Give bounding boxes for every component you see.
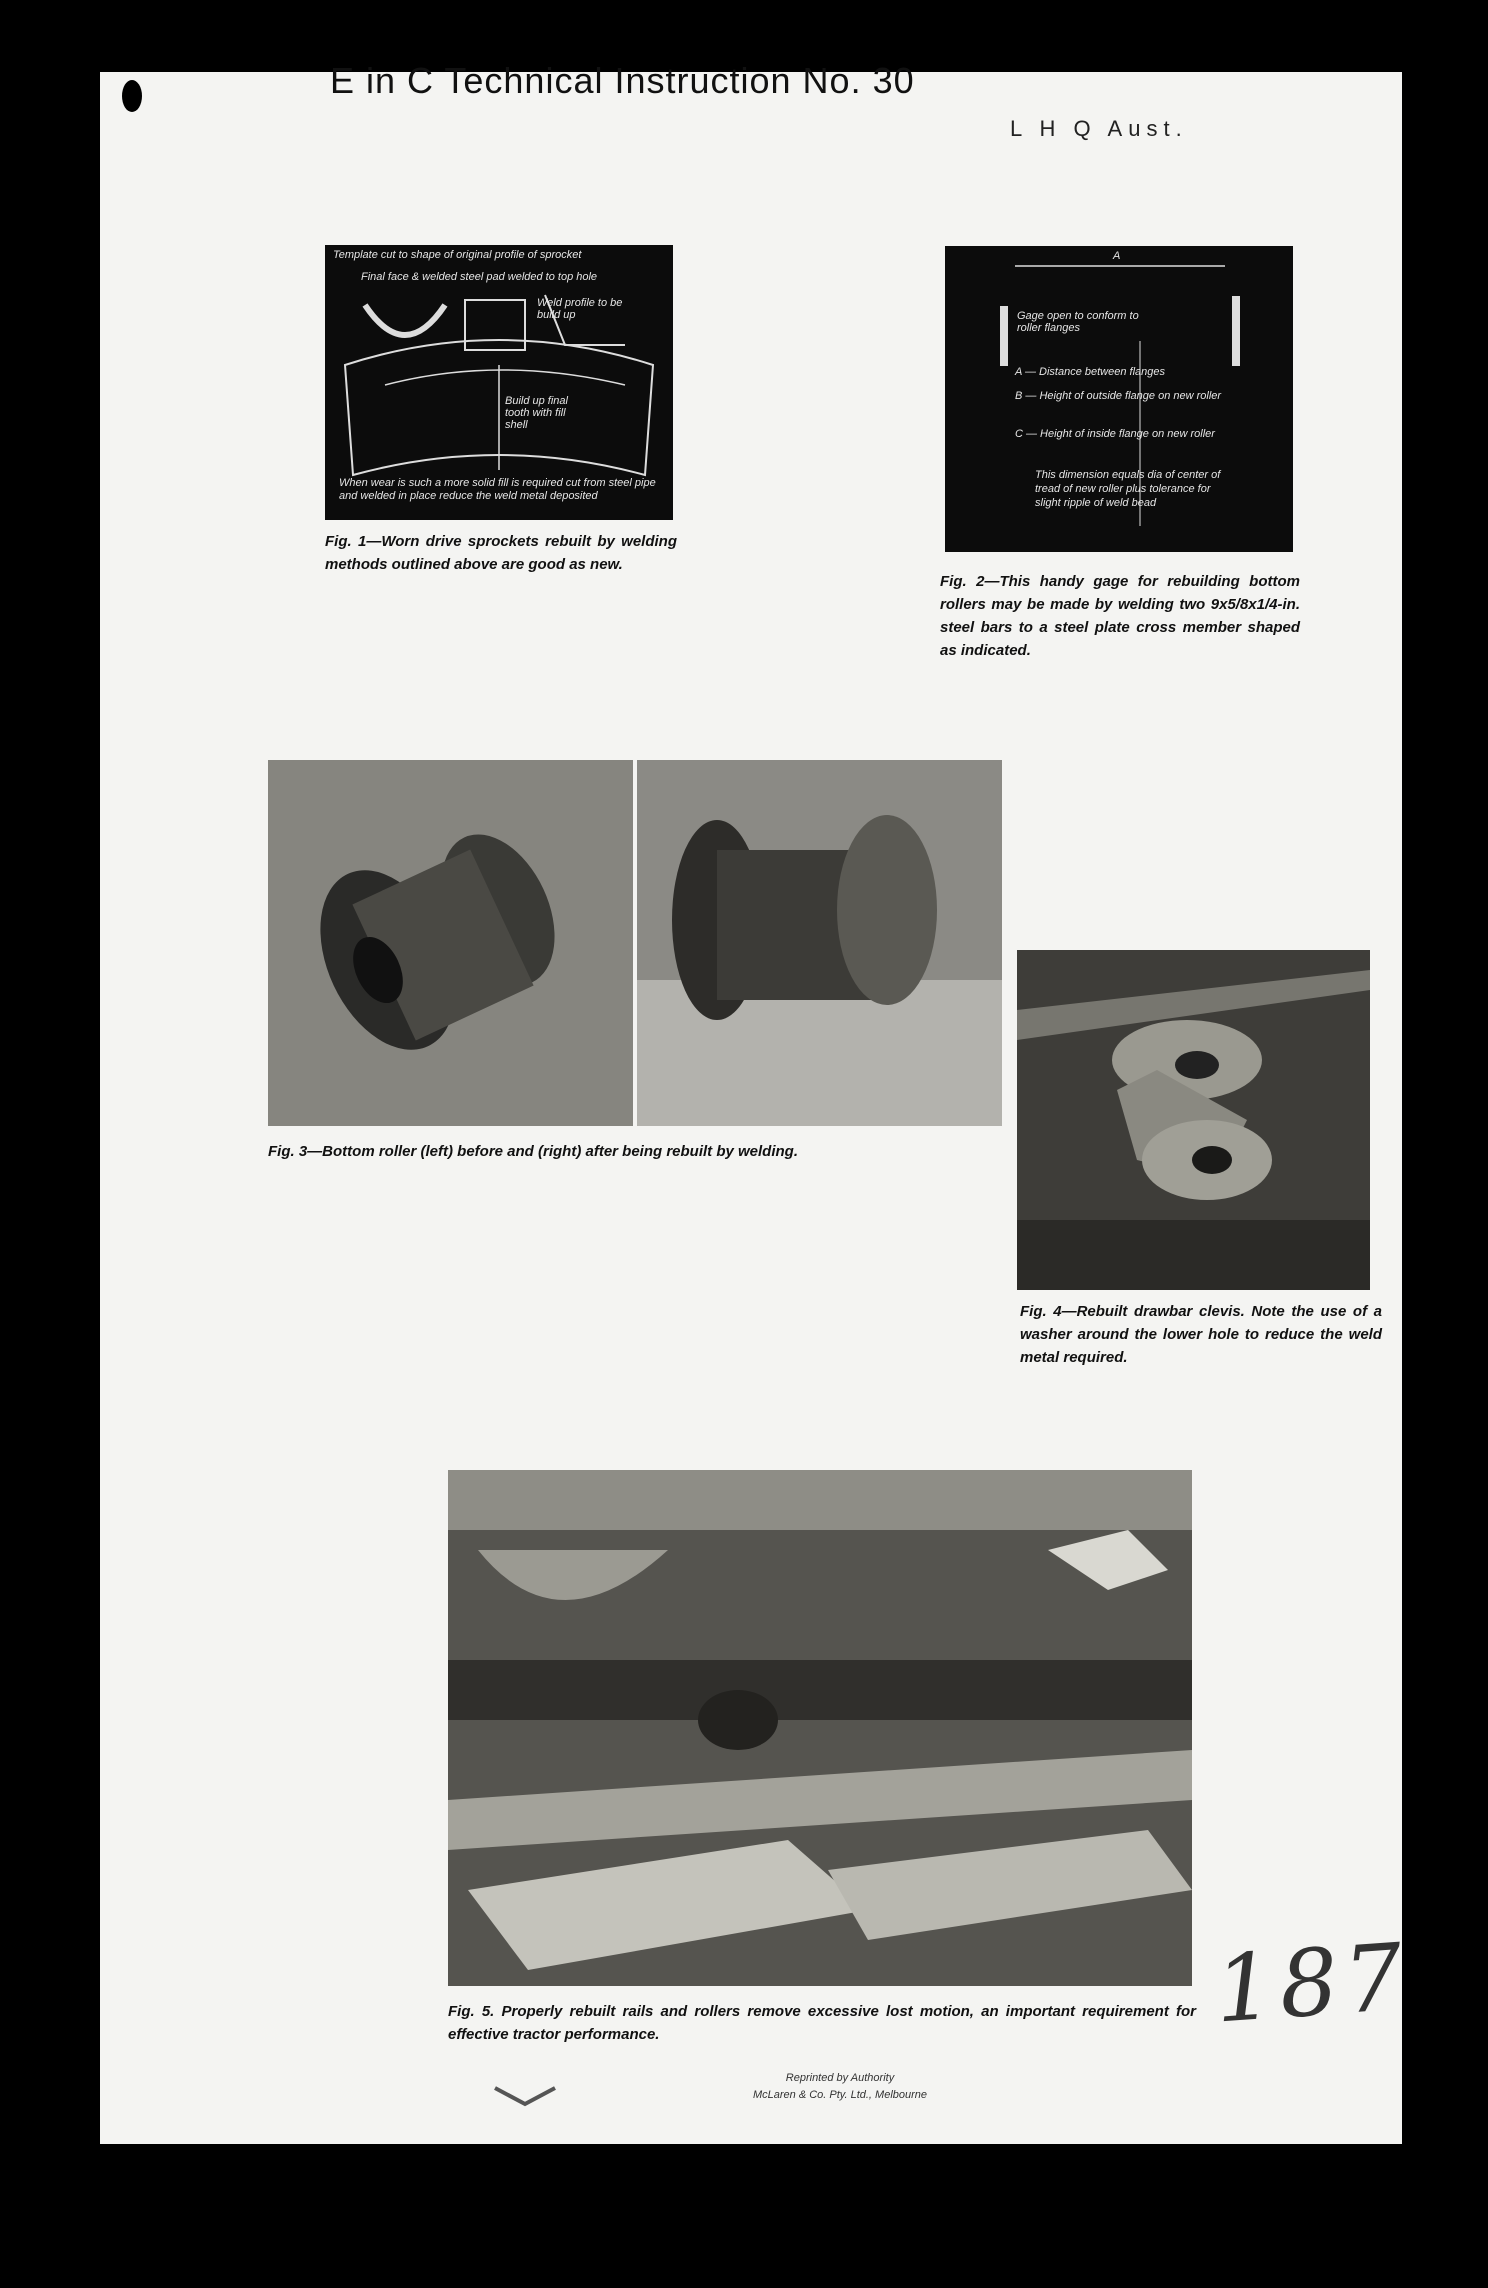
fig2-label-c-desc: C — Height of inside flange on new roller [1015,428,1215,440]
fig2-label-gage: Gage open to conform to roller flanges [1017,310,1139,334]
figure-4-clevis-photo [1017,950,1370,1290]
printer-line-1: Reprinted by Authority [785,2072,895,2084]
fig1-label-3: Weld profile to be build up [537,297,623,321]
figure-5-tractor-photo [448,1470,1192,1986]
figure-1-caption: Fig. 1—Worn drive sprockets rebuilt by welding methods outlined above are good as new. [325,533,677,573]
roller-after-image [637,760,1002,1126]
chevron-mark-icon [490,2080,560,2110]
punch-hole-mark [122,80,142,112]
handwritten-page-number: 187 [1211,1923,1413,2044]
fig1-label-4: Build up final tooth with fill shell [505,395,568,431]
figure-5-caption: Fig. 5. Properly rebuilt rails and rollers remove excessive lost motion, an important requirement for effective tractor performance. [448,2003,1196,2043]
fig2-label-dimension: This dimension equals dia of center of tread of new roller plus tolerance for slight ripple of weld bead [1035,469,1221,509]
roller-before-image [268,760,633,1126]
fig1-label-5: When wear is such a more solid fill is required cut from steel pipe and welded in place reduce the weld metal deposited [339,477,656,502]
printer-line-2: McLaren & Co. Pty. Ltd., Melbourne [752,2089,928,2101]
figure-2-gage-diagram [945,246,1293,552]
fig1-label-2: Final face & welded steel pad welded to top hole [361,271,598,283]
figure-4-caption: Fig. 4—Rebuilt drawbar clevis. Note the use of a washer around the lower hole to reduce the weld metal required. [1020,1303,1382,1366]
figure-3-photo-before [268,760,633,1126]
fig1-label-1: Template cut to shape of original profile of sprocket [333,249,582,261]
figure-2-caption: Fig. 2—This handy gage for rebuilding bottom rollers may be made by welding two 9x5/8x1/4-in. steel bars to a steel plate cross member shaped as indicated. [940,573,1300,659]
fig2-label-b-desc: B — Height of outside flange on new roller [1015,390,1222,402]
figure-3-caption: Fig. 3—Bottom roller (left) before and (right) after being rebuilt by welding. [268,1143,799,1160]
page-subtitle: L H Q Aust. [1010,116,1188,141]
fig2-label-a-desc: A — Distance between flanges [1015,366,1166,378]
clevis-image [1017,950,1370,1290]
printer-imprint [720,2070,960,2104]
figure-1-sprocket-diagram [325,245,673,520]
tractor-rail-image [448,1470,1192,1986]
fig2-label-a: A [1113,250,1121,262]
figure-3-photo-after [637,760,1002,1126]
page-title: E in C Technical Instruction No. 30 [330,60,915,101]
